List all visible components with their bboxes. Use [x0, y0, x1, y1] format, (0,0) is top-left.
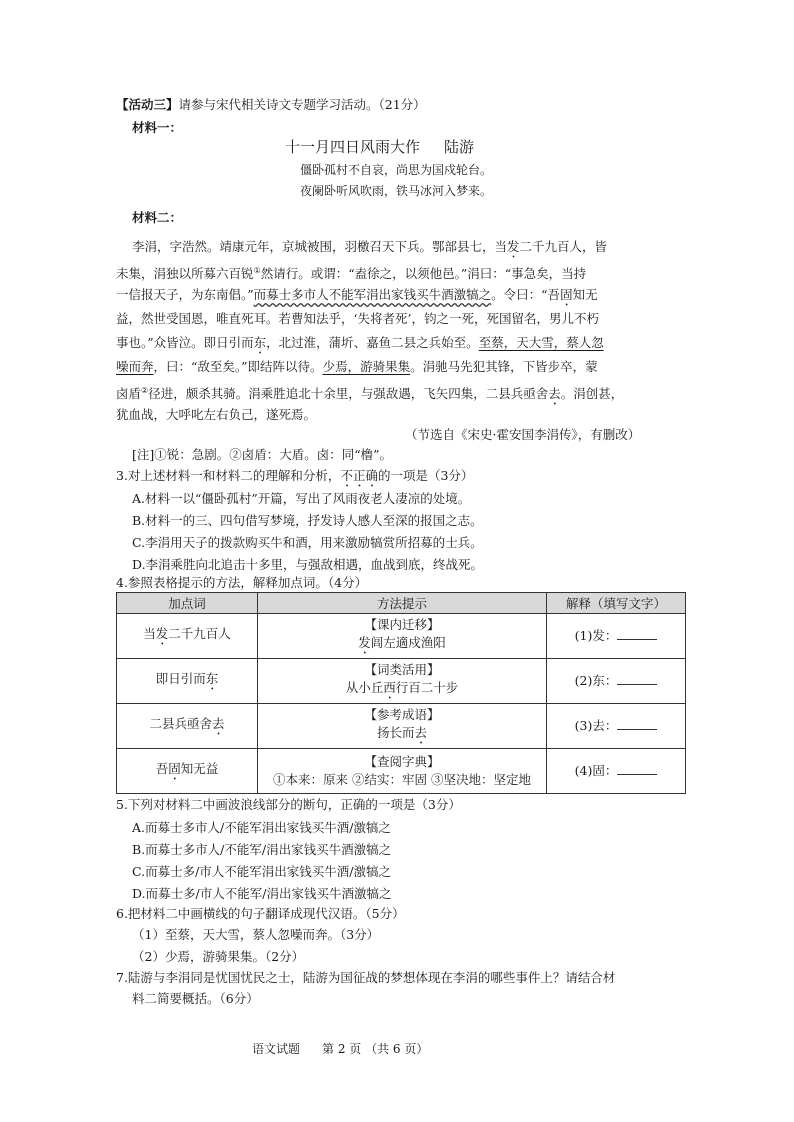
row-hint: 【课内迁移】 发闾左適戍渔阳 — [258, 614, 547, 659]
dotted-word-dong: 东 — [253, 335, 267, 350]
row-answer[interactable]: (3)去： — [547, 704, 686, 749]
table-row — [117, 614, 686, 659]
wavy-underlined-sentence: 而募士多市人不能军涓出家钱买牛酒激犒之 — [253, 287, 492, 302]
header-word: 加点词 — [117, 593, 258, 614]
activity-intro: 请参与宋代相关诗文专题学习活动。（21分） — [178, 97, 426, 112]
poem-line-1: 僵卧孤村不自哀，尚思为国戍轮台。 — [300, 163, 493, 177]
table-row — [117, 749, 686, 794]
q3-option-c: C.李涓用天子的拨款购买牛和酒，用来激励犒赏所招募的士兵。 — [132, 535, 483, 550]
row-word: 吾固知无益 — [117, 749, 258, 794]
activity-heading — [116, 96, 426, 114]
passage-line-3: 一信报天子，为东南倡。”而募士多市人不能军涓出家钱买牛酒激犒之。令曰：“吾固知无 — [116, 287, 598, 302]
q5-option-c: C.而募士多/市人不能军涓出家钱买牛酒/激犒之 — [132, 864, 392, 879]
q6-stem: 6.把材料二中画横线的句子翻译成现代汉语。（5分） — [116, 906, 405, 921]
q3-stem: 3.对上述材料一和材料二的理解和分析，不正确的一项是（3分） — [116, 468, 474, 483]
q3-option-b: B.材料一的三、四句借写梦境，抒发诗人感人至深的报国之志。 — [132, 513, 483, 528]
row-answer[interactable]: (2)东： — [547, 659, 686, 704]
row-hint: 【词类活用】 从小丘西行百二十步 — [258, 659, 547, 704]
passage-line-4: 益，然世受国恩，唯直死耳。若曹知法乎，‘失将者死’，钧之一死，死国留名，男儿不朽 — [116, 311, 599, 326]
passage-line-5: 事也。”众皆泣。即日引而东，北过淮，蒲圻、嘉鱼二县之兵始至。至蔡，天大雪，蔡人忽 — [116, 335, 604, 350]
footer-subject: 语文试题 — [252, 1042, 301, 1056]
q3-option-a: A.材料一以“僵卧孤村”开篇，写出了风雨夜老人凄凉的处境。 — [132, 491, 471, 506]
row-answer[interactable]: (1)发： — [547, 614, 686, 659]
q4-stem: 4.参照表格提示的方法，解释加点词。（4分） — [116, 575, 368, 590]
q6-item-2: （2）少焉，游骑果集。（2分） — [132, 949, 305, 964]
q5-stem: 5.下列对材料二中画波浪线部分的断句，正确的一项是（3分） — [116, 797, 461, 812]
header-hint: 方法提示 — [258, 593, 547, 614]
q7-line-1: 7.陆游与李涓同是忧国忧民之士，陆游为国征战的梦想体现在李涓的哪些事件上？请结合材 — [116, 970, 616, 985]
dotted-word-fa: 发 — [507, 239, 520, 254]
dotted-word-gu: 固 — [560, 287, 573, 302]
poem-line-2: 夜阑卧听风吹雨，铁马冰河入梦来。 — [300, 184, 493, 198]
underlined-sentence-2: 少焉，游骑果集 — [322, 359, 411, 374]
underlined-sentence-1a: 至蔡，天大雪，蔡人忽 — [478, 335, 604, 350]
q7-line-2: 料二简要概括。（6分） — [132, 991, 259, 1006]
q5-option-d: D.而募士多/市人不能军/涓出家钱买牛酒激犒之 — [132, 886, 392, 901]
material2-label: 材料二： — [132, 210, 183, 225]
poem-author: 陆游 — [444, 138, 475, 156]
q6-item-1: （1）至蔡，天大雪，蔡人忽噪而奔。（3分） — [132, 927, 380, 942]
page-footer — [252, 1040, 428, 1058]
q4-table-header — [117, 593, 686, 614]
answer-blank[interactable] — [617, 627, 657, 640]
material1-label: 材料一： — [132, 120, 183, 135]
dotted-word-qu: 去 — [548, 386, 561, 402]
underlined-sentence-1b: 噪而奔 — [116, 359, 154, 374]
row-answer[interactable]: (4)固： — [547, 749, 686, 794]
poem-title: 十一月四日风雨大作 — [285, 138, 421, 156]
footer-page: 第 2 页 （共 6 页） — [322, 1042, 429, 1056]
passage-source: （节选自《宋史·霍安国李涓传》，有删改） — [405, 427, 641, 442]
row-word: 二县兵亟舍去 — [117, 704, 258, 749]
answer-blank[interactable] — [617, 762, 657, 775]
passage-line-2: 未集，涓独以所募六百锐①然请行。或谓：“盍徐之，以须他邑。”涓曰：“事急矣，当持 — [116, 266, 587, 282]
passage-line-8: 犹血战，大呼叱左右负己，遂死焉。 — [116, 407, 317, 422]
answer-blank[interactable] — [617, 717, 657, 730]
row-word: 当发二千九百人 — [117, 614, 258, 659]
row-hint: 【查阅字典】 ①本来：原来 ②结实：牢固 ③坚决地：坚定地 — [258, 749, 547, 794]
answer-blank[interactable] — [617, 672, 657, 685]
passage-note: [注]①锐：急剧。②卤盾：大盾。卤：同“橹”。 — [132, 447, 393, 462]
passage-line-1: 李涓，字浩然。靖康元年，京城被围，羽檄召天下兵。鄂部县七，当发二千九百人，皆 — [132, 239, 608, 254]
poem-title-line — [285, 138, 474, 156]
header-answer: 解释（填写文字） — [547, 593, 686, 614]
dotted-not-correct: 不正确 — [340, 468, 378, 483]
passage-line-7: 卤盾②径进，颇杀其骑。涓乘胜追北十余里，与强敌遇，飞矢四集，二县兵亟舍去。涓创甚， — [116, 386, 624, 402]
row-word: 即日引而东 — [117, 659, 258, 704]
table-row — [117, 659, 686, 704]
passage-line-6: 噪而奔，曰：“敌至矣。”即结阵以待。少焉，游骑果集。涓驰马先犯其锋，下皆步卒，蒙 — [116, 359, 598, 374]
table-row — [117, 704, 686, 749]
q4-table — [116, 592, 686, 794]
q3-option-d: D.李涓乘胜向北追击十多里，与强敌相遇，血战到底，终战死。 — [132, 557, 484, 572]
q5-option-a: A.而募士多市人/不能军涓出家钱买牛酒/激犒之 — [132, 820, 391, 835]
q5-option-b: B.而募士多市人/不能军/涓出家钱买牛酒激犒之 — [132, 842, 392, 857]
activity-tag: 【活动三】 — [116, 97, 179, 112]
row-hint: 【参考成语】 扬长而去 — [258, 704, 547, 749]
